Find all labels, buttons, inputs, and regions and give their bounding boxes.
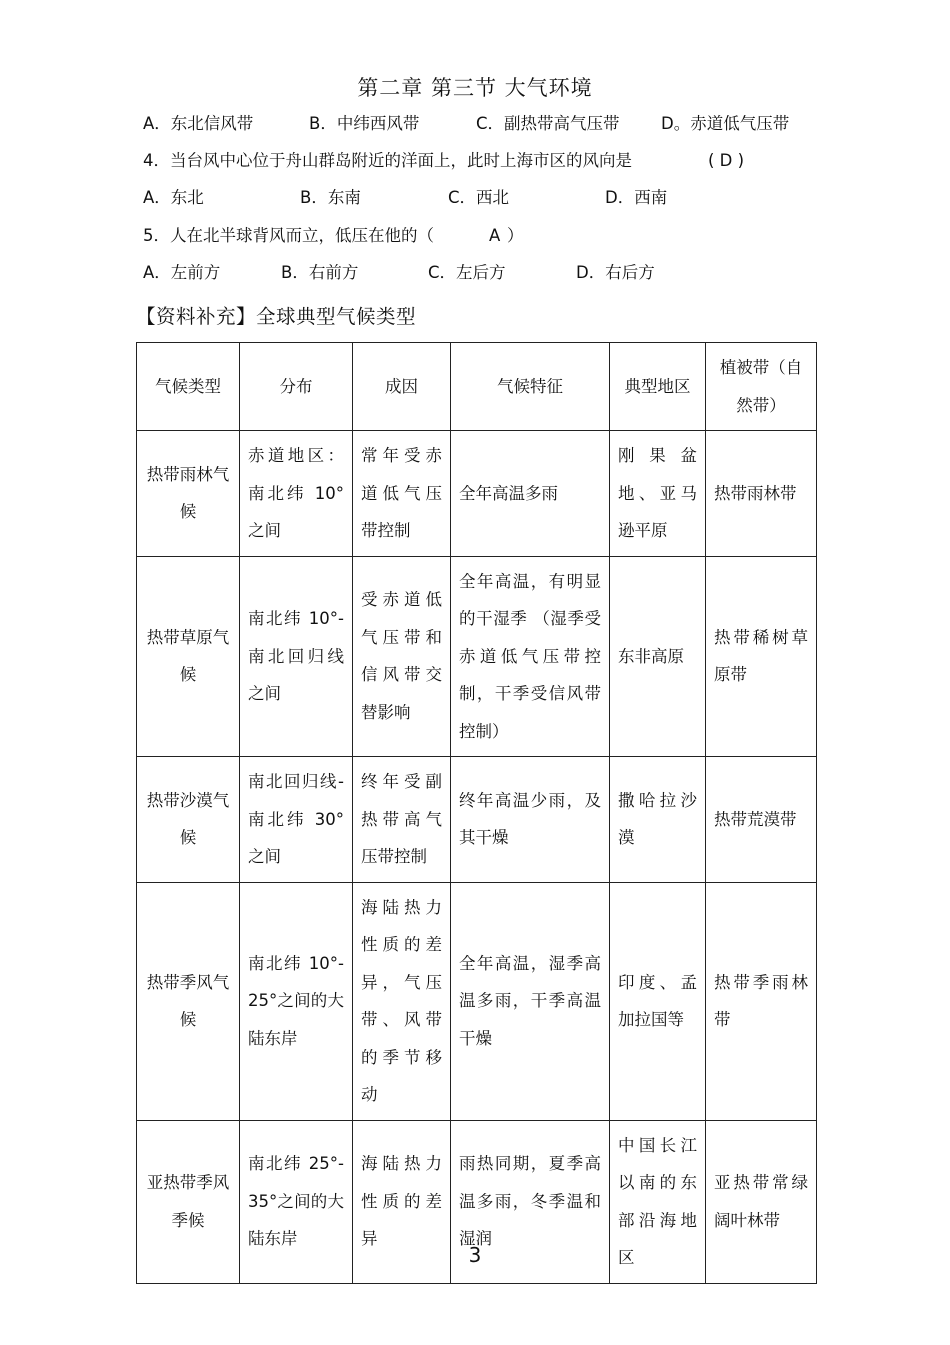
q5-options [143,260,655,286]
q5-answer: A [489,226,501,245]
header-cell: 成因 [353,343,451,431]
q5-option-d: D．右后方 [576,263,655,282]
table-row [137,431,817,557]
q4-stem-line [143,148,745,174]
climate-type-cell: 热带季风气候 [137,882,240,1120]
climate-type-cell: 热带草原气候 [137,556,240,757]
cause-cell: 常年受赤道低气压带控制 [353,431,451,557]
features-cell: 全年高温，有明显的干湿季 （湿季受赤道低气压带控制，干季受信风带控制） [451,556,610,757]
regions-cell: 东非高原 [610,556,706,757]
vegetation-cell: 热带雨林带 [706,431,817,557]
vegetation-cell: 热带稀树草原带 [706,556,817,757]
header-cell: 分布 [240,343,353,431]
features-cell: 雨热同期，夏季高温多雨，冬季温和湿润 [451,1120,610,1283]
features-cell: 全年高温，湿季高温多雨，干季高温干燥 [451,882,610,1120]
q5-option-b: B．右前方 [281,263,359,282]
distribution-cell: 赤道地区：南北纬 10°之间 [240,431,353,557]
vegetation-cell: 亚热带常绿阔叶林带 [706,1120,817,1283]
cause-cell: 海陆热力性质的差异 [353,1120,451,1283]
q5-stem: 5．人在北半球背风而立，低压在他的（ [143,226,434,245]
q4-option-d: D．西南 [605,188,668,207]
regions-cell: 刚果盆地、亚马逊平原 [610,431,706,557]
section-title: 【资料补充】全球典型气候类型 [136,305,417,328]
q5-stem-end: ） [507,226,524,245]
features-cell: 终年高温少雨，及其干燥 [451,757,610,883]
table-row [137,882,817,1120]
q4-option-a: A．东北 [143,188,204,207]
distribution-cell: 南北纬 25°-35°之间的大陆东岸 [240,1120,353,1283]
distribution-cell: 南北回归线-南北纬 30°之间 [240,757,353,883]
table-header-row [137,343,817,431]
climate-type-cell: 亚热带季风季候 [137,1120,240,1283]
climate-type-cell: 热带沙漠气候 [137,757,240,883]
q4-options [143,185,668,211]
distribution-cell: 南北纬 10°-南北回归线之间 [240,556,353,757]
vegetation-cell: 热带荒漠带 [706,757,817,883]
table-row [137,757,817,883]
features-cell: 全年高温多雨 [451,431,610,557]
header-cell: 植被带（自然带） [706,343,817,431]
q3-option-a: A．东北信风带 [143,114,254,133]
q3-option-c: C．副热带高气压带 [476,114,620,133]
regions-cell: 中国长江以南的东部沿海地区 [610,1120,706,1283]
vegetation-cell: 热带季雨林带 [706,882,817,1120]
climate-table [136,342,817,1284]
header-cell: 气候特征 [451,343,610,431]
q5-option-c: C．左后方 [428,263,506,282]
q3-option-b: B．中纬西风带 [309,114,420,133]
q3-options [143,111,790,137]
distribution-cell: 南北纬 10°-25°之间的大陆东岸 [240,882,353,1120]
q4-answer: ( D ) [708,151,745,170]
regions-cell: 印度、孟加拉国等 [610,882,706,1120]
q4-option-c: C．西北 [448,188,510,207]
q3-option-d: D。赤道低气压带 [661,114,790,133]
header-cell: 气候类型 [137,343,240,431]
q5-option-a: A．左前方 [143,263,221,282]
q5-stem-line [143,223,524,249]
page-number: 3 [468,1243,482,1267]
header-cell: 典型地区 [610,343,706,431]
cause-cell: 海陆热力性质的差异，气压带、风带的季节移动 [353,882,451,1120]
page-title: 第二章 第三节 大气环境 [357,76,593,100]
cause-cell: 终年受副热带高气压带控制 [353,757,451,883]
q4-stem: 4．当台风中心位于舟山群岛附近的洋面上，此时上海市区的风向是 [143,151,632,170]
regions-cell: 撒哈拉沙漠 [610,757,706,883]
table-row [137,556,817,757]
climate-type-cell: 热带雨林气候 [137,431,240,557]
q4-option-b: B．东南 [300,188,361,207]
cause-cell: 受赤道低气压带和信风带交替影响 [353,556,451,757]
